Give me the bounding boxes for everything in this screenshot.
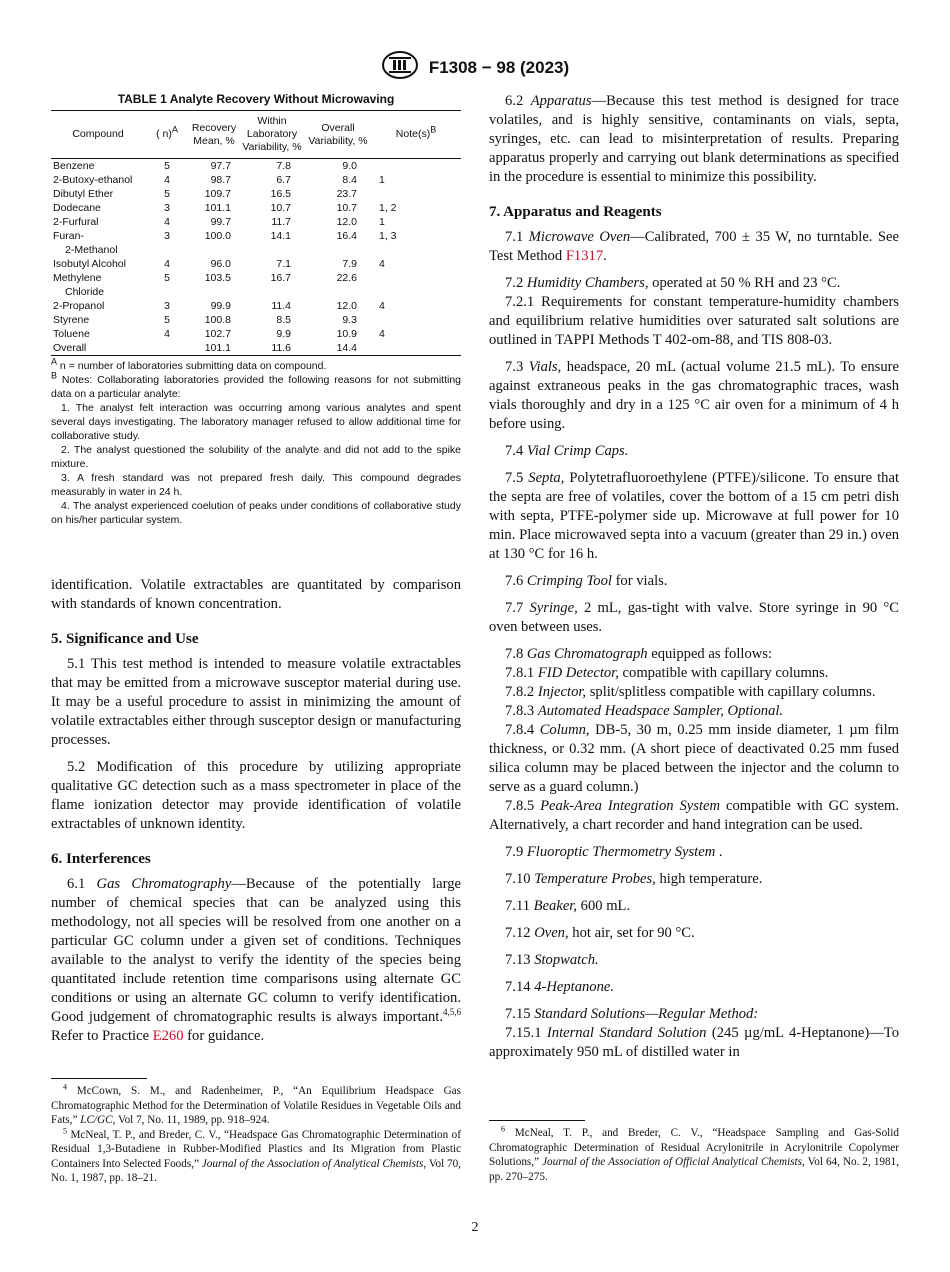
- recovery-cell: 101.1: [204, 202, 231, 214]
- within-variability-cell: 16.5: [270, 188, 291, 200]
- table-row: [51, 159, 461, 174]
- compound-cell: Isobutyl Alcohol: [53, 258, 126, 270]
- col-notes: $Note(s)^B$: [395, 124, 437, 140]
- overall-variability-cell: 9.0: [342, 160, 357, 172]
- page-number: 2: [471, 1220, 479, 1235]
- recovery-cell: 100.0: [204, 230, 231, 242]
- table-row: [51, 257, 461, 271]
- paragraph-7-13: 7.13 Stopwatch.: [505, 952, 599, 968]
- paragraph-7-15: 7.15 Standard Solutions—Regular Method:: [505, 1006, 759, 1022]
- notes-cell: [371, 271, 461, 299]
- col-overall: Overall Variability, %: [308, 121, 368, 147]
- n-cell: [145, 341, 189, 356]
- compound-cell: 2-Furfural: [53, 216, 99, 228]
- left-footnotes: [51, 1078, 461, 1186]
- right-column: [489, 92, 900, 1183]
- compound-cell: Overall: [53, 342, 87, 354]
- table-row: [51, 229, 461, 257]
- notes-cell: [371, 187, 461, 201]
- overall-variability-cell: 14.4: [336, 342, 357, 354]
- f1317-link[interactable]: F1317: [565, 248, 604, 264]
- table-row: [51, 341, 461, 356]
- paragraph-7-5: 7.5 Septa, Polytetrafluoroethylene (PTFE)/silicone. To ensure that the septa are free of volatiles, cover the bottom of a 15 cm petri dish with septa, PTFE-polymer side up. Microwave at full power for 10 min. Place microwaved septa into a vacuum (greater than 29 in.) oven at 130 °C for 16 h.: [489, 470, 899, 562]
- astm-logo: [381, 50, 419, 85]
- n-cell: 4: [164, 328, 170, 340]
- recovery-cell: 99.7: [210, 216, 231, 228]
- paragraph-6-1: 6.1 Gas Chromatography—Because of the potentially large number of chemical species that can be analyzed using this methodology, not all species will be resolved from one another on a particular GC column under a given set of conditions. Techniques available to the analyst to verify the identity of the species being quantitated include retention time comparisons using alternate GC conditions or using an alternate GC column to verify identification. Good judgement of chromatographic results is always important.$^{4,5,6}$ Refer to Practice E260 for guidance.: [51, 876, 461, 1044]
- within-variability-cell: 9.9: [276, 328, 291, 340]
- e260-link[interactable]: E260: [152, 1028, 184, 1044]
- compound-cell: Dibutyl Ether: [53, 188, 114, 200]
- notes-cell: 1, 3: [379, 230, 397, 242]
- paragraph-7-8-3: 7.8.3 Automated Headspace Sampler, Optional.: [505, 703, 784, 719]
- table-note-a: $^A$ n = number of laboratories submitting data on compound.: [51, 356, 327, 372]
- overall-variability-cell: 12.0: [336, 216, 357, 228]
- table-row: [51, 327, 461, 341]
- recovery-cell: 99.9: [210, 300, 231, 312]
- within-variability-cell: 11.4: [271, 300, 291, 312]
- table-row: [51, 187, 461, 201]
- paragraph-7-6: 7.6 Crimping Tool for vials.: [505, 573, 668, 589]
- paragraph-7-8-4: 7.8.4 Column, DB-5, 30 m, 0.25 mm inside diameter, 1 µm film thickness, or 0.32 mm. (A short piece of deactivated 0.25 mm fused silica column may be placed between the injector and the column to serve as a guard column.): [489, 722, 899, 795]
- page-header: [0, 50, 950, 85]
- paragraph-7-8-2: 7.8.2 Injector, split/splitless compatible with capillary columns.: [505, 684, 876, 700]
- paragraph-7-2: 7.2 Humidity Chambers, operated at 50 % RH and 23 °C.: [505, 275, 841, 291]
- n-cell: 5: [164, 188, 170, 200]
- table-note-4: 4. The analyst experienced coelution of peaks under conditions of collaborative study on his/her particular system.: [51, 500, 461, 526]
- document-designation: F1308 − 98 (2023): [428, 57, 570, 77]
- footnote-5: $^5$ McNeal, T. P., and Breder, C. V., “Headspace Gas Chromatographic Determination of Residual 1,3-Butadiene in Rubber-Modified Plastics and Its Migration from Plastic Containers Into Selected Foods,” Journal of the Association of Analytical Chemists, Vol 70, No. 1, 1987, pp. 18–21.: [51, 1125, 461, 1184]
- recovery-cell: 101.1: [204, 342, 231, 354]
- n-cell: 5: [164, 160, 170, 172]
- compound-cell: 2-Propanol: [53, 300, 105, 312]
- paragraph-7-2-1: 7.2.1 Requirements for constant temperature-humidity chambers and equilibrium relative humidities over saturated salt solutions are outlined in TAPPI Methods T 402-om-88, and TIS 808-03.: [489, 294, 899, 348]
- left-body-text: [51, 576, 461, 1046]
- recovery-cell: 96.0: [210, 258, 231, 270]
- col-n: ( n)$^A$: [156, 124, 178, 140]
- recovery-cell: 109.7: [204, 188, 231, 200]
- table-title: TABLE 1 Analyte Recovery Without Microwaving: [117, 92, 395, 106]
- notes-cell: 1: [379, 174, 385, 186]
- paragraph-7-8-1: 7.8.1 FID Detector, compatible with capillary columns.: [505, 665, 829, 681]
- n-cell: 4: [164, 174, 170, 186]
- paragraph-7-15-1: 7.15.1 Internal Standard Solution (245 µg/mL 4-Heptanone)—To approximately 950 mL of distilled water in: [489, 1025, 899, 1060]
- paragraph-continuation: identification. Volatile extractables are quantitated by comparison with standards of known concentration.: [51, 577, 461, 612]
- overall-variability-cell: 10.7: [336, 202, 357, 214]
- table-note-3: 3. A fresh standard was not prepared fresh daily. This compound degrades measurably in water in 24 h.: [51, 472, 461, 498]
- compound-cell: Toluene: [53, 328, 90, 340]
- notes-cell: 1, 2: [379, 202, 397, 214]
- section-5-title: 5. Significance and Use: [51, 631, 199, 647]
- n-cell: 3: [164, 202, 170, 214]
- section-7-title: 7. Apparatus and Reagents: [489, 204, 662, 220]
- within-variability-cell: 8.5: [276, 314, 291, 326]
- analyte-recovery-table: [51, 110, 461, 356]
- overall-variability-cell: 7.9: [342, 258, 357, 270]
- table-row: [51, 271, 461, 299]
- notes-cell: 4: [379, 258, 385, 270]
- paragraph-7-9: 7.9 Fluoroptic Thermometry System .: [505, 844, 723, 860]
- paragraph-7-1: 7.1 Microwave Oven—Calibrated, 700 ± 35 W, no turntable. See Test Method F1317.: [489, 229, 900, 264]
- recovery-cell: 97.7: [210, 160, 231, 172]
- paragraph-7-8: 7.8 Gas Chromatograph equipped as follows:: [505, 646, 773, 662]
- overall-variability-cell: 22.6: [336, 272, 357, 284]
- overall-variability-cell: 16.4: [336, 230, 357, 242]
- compound-cell: Methylene Chloride: [53, 272, 105, 298]
- footnote-4: $^4$ McCown, S. M., and Radenheimer, P., “An Equilibrium Headspace Gas Chromatographic Method for the Determination of Volatile Residues in Vegetable Oils and Fats,” LC/GC, Vol 7, No. 11, 1989, pp. 918–924.: [51, 1082, 461, 1126]
- recovery-cell: 100.8: [204, 314, 231, 326]
- n-cell: 3: [164, 230, 170, 242]
- within-variability-cell: 16.7: [270, 272, 291, 284]
- paragraph-7-3: 7.3 Vials, headspace, 20 mL (actual volume 21.5 mL). To ensure against extraneous peaks in the gas chromatographic traces, wash vials thoroughly and dry in a 125 °C air oven for a minimum of 4 h before using.: [489, 359, 899, 432]
- n-cell: 5: [164, 314, 170, 326]
- notes-cell: 4: [379, 300, 385, 312]
- compound-cell: Furan- 2-Methanol: [53, 230, 118, 256]
- paragraph-7-10: 7.10 Temperature Probes, high temperature.: [505, 871, 763, 887]
- col-within: Within Laboratory Variability, %: [242, 115, 302, 153]
- table-row: [51, 201, 461, 215]
- table-note-b: $^B$ Notes: Collaborating laboratories provided the following reasons for not submitting data on a particular analyte:: [51, 370, 461, 400]
- recovery-cell: 103.5: [204, 272, 231, 284]
- within-variability-cell: 10.7: [270, 202, 291, 214]
- right-footnotes: [489, 1120, 899, 1184]
- within-variability-cell: 11.7: [271, 216, 291, 228]
- compound-cell: 2-Butoxy-ethanol: [53, 174, 133, 186]
- paragraph-7-11: 7.11 Beaker, 600 mL.: [505, 898, 631, 914]
- table-note-1: 1. The analyst felt interaction was occurring among various analytes and spent several days investigating. The laboratory manager refused to allow additional time for collaborative study.: [51, 402, 461, 442]
- within-variability-cell: 6.7: [276, 174, 291, 186]
- paragraph-7-4: 7.4 Vial Crimp Caps.: [505, 443, 629, 459]
- within-variability-cell: 14.1: [270, 230, 291, 242]
- overall-variability-cell: 8.4: [342, 174, 357, 186]
- overall-variability-cell: 10.9: [336, 328, 357, 340]
- compound-cell: Benzene: [53, 160, 95, 172]
- footnote-6: $^6$ McNeal, T. P., and Breder, C. V., “Headspace Sampling and Gas-Solid Chromatographic Determination of Residual Acrylonitrile in Acrylonitrile Copolymer Solutions,” Journal of the Association of Official Analytical Chemists, Vol 64, No. 2, 1981, pp. 270–275.: [489, 1124, 900, 1183]
- paragraph-7-7: 7.7 Syringe, 2 mL, gas-tight with valve. Store syringe in 90 °C oven between uses.: [489, 600, 900, 635]
- table-notes: [51, 356, 461, 527]
- notes-cell: [371, 159, 461, 174]
- paragraph-7-12: 7.12 Oven, hot air, set for 90 °C.: [505, 925, 695, 941]
- within-variability-cell: 11.6: [271, 342, 291, 354]
- within-variability-cell: 7.8: [276, 160, 291, 172]
- footnote-rule: [489, 1120, 585, 1121]
- overall-variability-cell: 9.3: [342, 314, 357, 326]
- n-cell: 5: [164, 272, 170, 284]
- col-compound: Compound: [72, 128, 124, 140]
- n-cell: 4: [164, 258, 170, 270]
- table-row: [51, 299, 461, 313]
- table-row: [51, 173, 461, 187]
- overall-variability-cell: 23.7: [336, 188, 357, 200]
- table-header-row: [51, 111, 461, 159]
- overall-variability-cell: 12.0: [336, 300, 357, 312]
- paragraph-6-2: 6.2 Apparatus—Because this test method is designed for trace volatiles, and is highly sensitive, contaminants on vials, septa, syringes, etc. can lead to misinterpretation of results. Preparing apparatus properly and carrying out blank determinations as specified in the procedure is essential to minimize this possibility.: [489, 93, 899, 185]
- col-recovery: Recovery Mean, %: [191, 121, 237, 147]
- recovery-cell: 98.7: [210, 174, 231, 186]
- within-variability-cell: 7.1: [276, 258, 291, 270]
- paragraph-5-2: 5.2 Modification of this procedure by utilizing appropriate qualitative GC detection such as a mass spectrometer in place of the flame ionization detector may provide identification of volatile extractables of unknown identity.: [51, 759, 461, 832]
- paragraph-5-1: 5.1 This test method is intended to measure volatile extractables that may be emitted from a microwave susceptor material during use. It may be a useful procedure to assist in minimizing the amount of volatile extractables either through susceptor design or manufacturing processes.: [51, 656, 461, 748]
- notes-cell: 1: [379, 216, 385, 228]
- table-note-2: 2. The analyst questioned the solubility of the analyte and did not add to the spike mixture.: [51, 444, 461, 470]
- notes-cell: 4: [379, 328, 385, 340]
- n-cell: 3: [164, 300, 170, 312]
- recovery-cell: 102.7: [204, 328, 231, 340]
- footnote-rule: [51, 1078, 147, 1079]
- notes-cell: [371, 341, 461, 356]
- table-row: [51, 215, 461, 229]
- left-column: [51, 92, 461, 1184]
- section-6-title: 6. Interferences: [51, 851, 151, 867]
- notes-cell: [371, 313, 461, 327]
- compound-cell: Styrene: [53, 314, 90, 326]
- paragraph-7-8-5: 7.8.5 Peak-Area Integration System compatible with GC system. Alternatively, a chart recorder and hand integration can be used.: [489, 798, 899, 833]
- compound-cell: Dodecane: [53, 202, 101, 214]
- n-cell: 4: [164, 216, 170, 228]
- paragraph-7-14: 7.14 4-Heptanone.: [505, 979, 615, 995]
- table-row: [51, 313, 461, 327]
